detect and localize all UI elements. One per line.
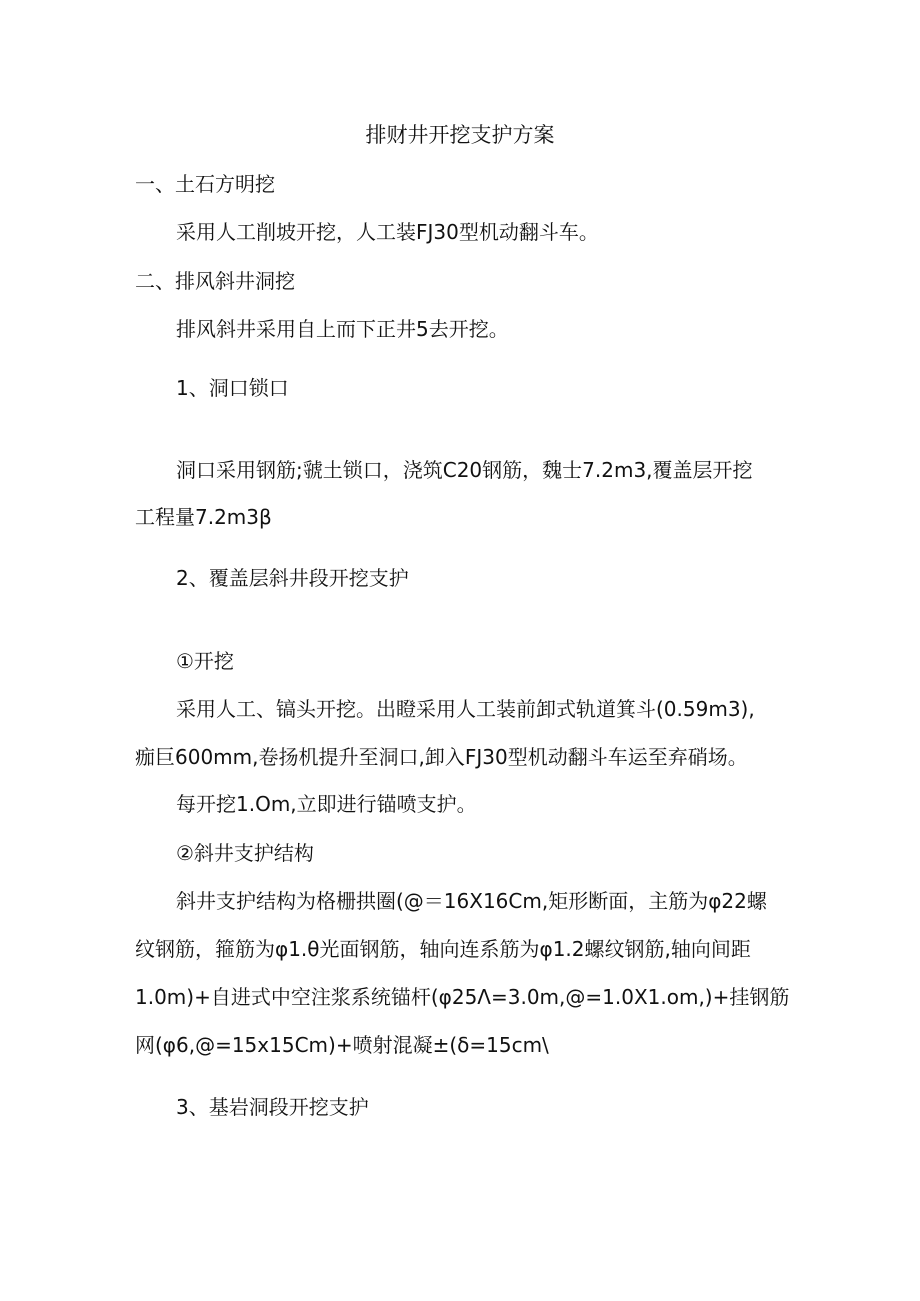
section-heading-2: 二、排风斜井洞挖 <box>135 269 295 293</box>
support-paragraph-line-3: 1.0m)+自进式中空注浆系统锚杆(φ25Λ=3.0m,@=1.0X1.om,)+挂钢筋 <box>135 985 790 1009</box>
section-1-paragraph: 采用人工削坡开挖，人工装FJ30型机动翻斗车。 <box>176 220 599 244</box>
support-paragraph-line-4: 网(φ6,@=15x15Cm)+喷射混凝±(δ=15cm\ <box>135 1033 549 1057</box>
subsection-heading-1: 1、洞口锁口 <box>176 376 289 400</box>
section-heading-1: 一、土石方明挖 <box>135 172 275 196</box>
excavation-paragraph-line-1: 采用人工、镐头开挖。出瞪采用人工装前卸式轨道箕斗(0.59m3), <box>176 697 755 721</box>
item-heading-excavation: ①开挖 <box>176 649 234 673</box>
support-paragraph-line-1: 斜井支护结构为格栅拱圈(@＝16X16Cm,矩形断面，主筋为φ22螺 <box>176 889 767 913</box>
page-title: 排财井开挖支护方案 <box>365 123 555 147</box>
support-paragraph-line-2: 纹钢筋，箍筋为φ1.θ光面钢筋，轴向连系筋为φ1.2螺纹钢筋,轴向间距 <box>135 937 751 961</box>
excavation-paragraph-line-2: 痂巨600mm,卷扬机提升至洞口,卸入FJ30型机动翻斗车运至弃硝场。 <box>135 745 748 769</box>
section-2-intro: 排风斜井采用自上而下正井5去开挖。 <box>176 317 509 341</box>
subsection-heading-3: 3、基岩洞段开挖支护 <box>176 1095 369 1119</box>
item-heading-support-structure: ②斜井支护结构 <box>176 841 314 865</box>
subsection-heading-2: 2、覆盖层斜井段开挖支护 <box>176 566 409 590</box>
excavation-note: 每开挖1.Om,立即进行锚喷支护。 <box>176 792 477 816</box>
subsection-1-paragraph-line-2: 工程量7.2m3β <box>135 505 272 529</box>
subsection-1-paragraph-line-1: 洞口采用钢筋;虢土锁口，浇筑C20钢筋，魏士7.2m3,覆盖层开挖 <box>176 458 753 482</box>
